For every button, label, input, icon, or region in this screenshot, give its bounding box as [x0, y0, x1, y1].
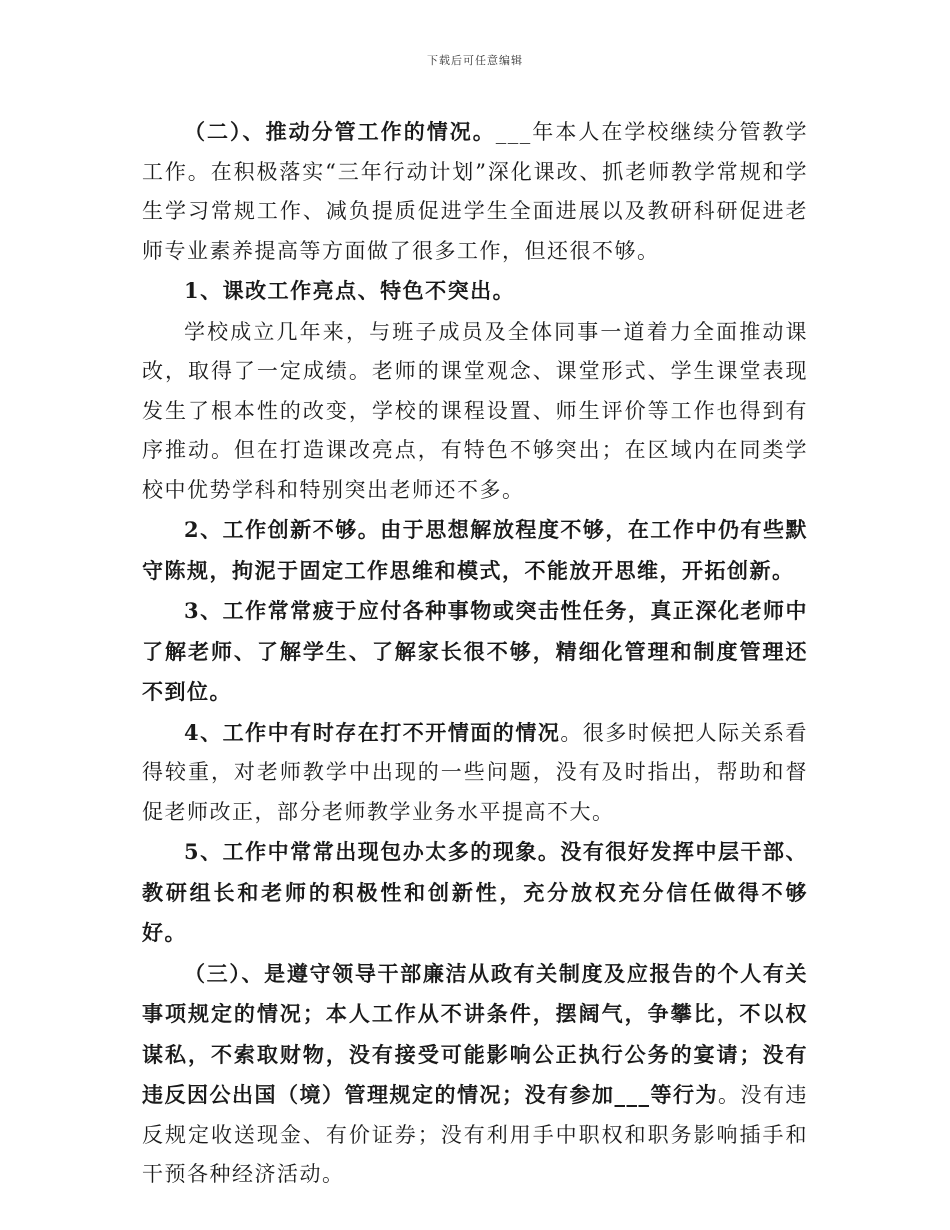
paragraph-bold-text: 1、课改工作亮点、特色不突出。	[184, 278, 516, 303]
paragraph-bold-text: 4、工作中有时存在打不开情面的情况	[184, 719, 561, 745]
paragraph-text: 。很多时候把人际关系看得较重，对老师教学中出现的一些问题，没有及时指出，帮助和督促老师改正，部分老师教学业务水平提高不大。	[142, 720, 808, 824]
paragraph-bold-text: 2、工作创新不够。由于思想解放程度不够，在工作中仍有些默守陈规，拘泥于固定工作思维和模式，不能放开思维，开拓创新。	[142, 517, 808, 583]
paragraph-bold-text: （二）、推动分管工作的情况。	[184, 119, 496, 144]
paragraph-item-2	[142, 510, 808, 591]
paragraph-item-3	[142, 591, 808, 713]
paragraph-item-5	[142, 832, 808, 954]
paragraph-bold-text: 3、工作常常疲于应付各种事物或突击性任务，真正深化老师中了解老师、了解学生、了解家长很不够，精细化管理和制度管理还不到位。	[142, 598, 808, 704]
paragraph-bold-text: （三）、是遵守领导干部廉洁从政有关制度及应报告的个人有关事项规定的情况；本人工作从不讲条件，摆阔气，争攀比，不以权谋私，不索取财物，没有接受可能影响公正执行公务的宴请；没有违反因公出国（境）管理规定的情况；没有参加___等行为	[142, 960, 808, 1107]
paragraph-text: ___年本人在学校继续分管教学工作。在积极落实“三年行动计划”深化课改、抓老师教学常规和学生学习常规工作、减负提质促进学生全面进展以及教研科研促进老师专业素养提高等方面做了很多工作，但还很不够。	[142, 120, 809, 263]
page-header: 下载后可任意编辑	[427, 54, 523, 67]
paragraph-section-two	[142, 112, 808, 271]
paragraph-item-4	[142, 713, 808, 833]
paragraph-bold-text: 5、工作中常常出现包办太多的现象。没有很好发挥中层干部、教研组长和老师的积极性和创新性，充分放权充分信任做得不够好。	[142, 839, 808, 945]
paragraph-item-1-heading	[142, 271, 808, 312]
paragraph-item-1-body	[142, 312, 808, 511]
document-body	[142, 112, 808, 1195]
paragraph-section-three	[142, 954, 808, 1195]
paragraph-text: 。没有违反规定收送现金、有价证券；没有利用手中职权和职务影响插手和干预各种经济活动。	[142, 1083, 808, 1186]
paragraph-text: 学校成立几年来，与班子成员及全体同事一道着力全面推动课改，取得了一定成绩。老师的课堂观念、课堂形式、学生课堂表现发生了根本性的改变，学校的课程设置、师生评价等工作也得到有序推动。但在打造课改亮点，有特色不够突出；在区域内在同类学校中优势学科和特别突出老师还不多。	[142, 319, 808, 502]
